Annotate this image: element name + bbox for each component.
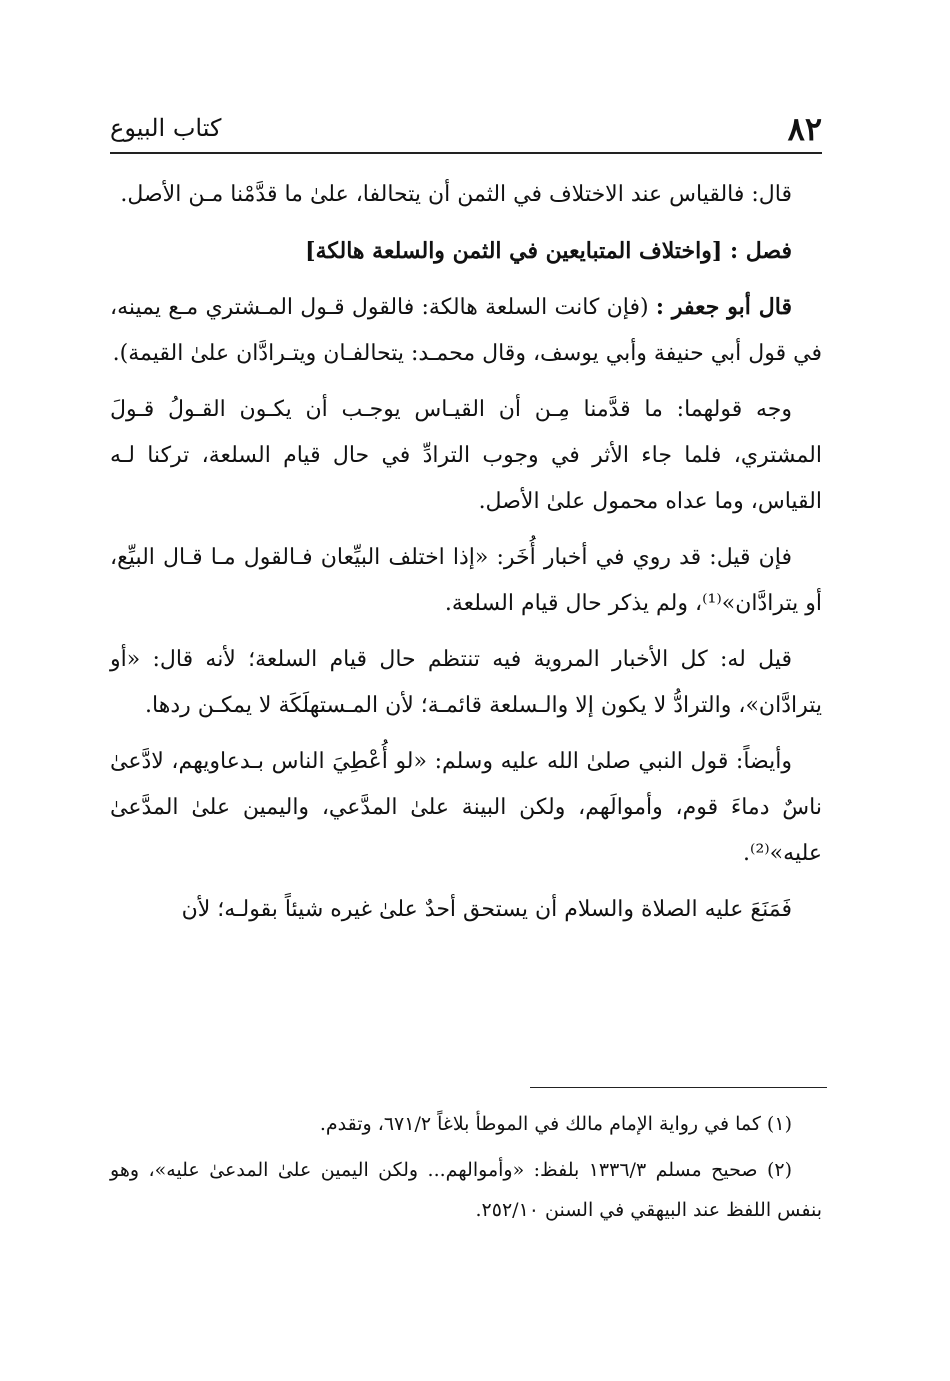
- page-number: ٨٢: [787, 110, 822, 148]
- main-text: [110, 172, 822, 943]
- paragraph-2: [110, 284, 822, 377]
- running-title: كتاب البيوع: [110, 114, 222, 142]
- paragraph-7: فَمَنَعَ عليه الصلاة والسلام أن يستحق أحدٌ علىٰ غيره شيئاً بقولـه؛ لأن: [181, 897, 792, 922]
- section-heading: فصل : [واختلاف المتبايعين في الثمن والسلعة هالكة]: [305, 238, 792, 264]
- speaker-label: قال أبو جعفر :: [655, 294, 792, 320]
- footnote-1: (١) كما في رواية الإمام مالك في الموطأ بلاغاً ٦٧١/٢، وتقدم.: [319, 1113, 792, 1135]
- paragraph-6: وأيضاً: قول النبي صلىٰ الله عليه وسلم: «لو أُعْطِيَ الناس بـدعاويهم، لادَّعىٰ ناسٌ دماءَ قوم، وأموالَهم، ولكن البينة علىٰ المدَّعي، واليمين علىٰ المدَّعىٰ عليه»⁽²⁾.: [110, 749, 822, 866]
- paragraph-4: فإن قيل: قد روي في أخبار أُخَر: «إذا اختلف البيِّعان فـالقول مـا قـال البيِّع، أو يترادَّان»⁽¹⁾، ولم يذكر حال قيام السلعة.: [110, 545, 822, 616]
- page-header: [110, 108, 822, 154]
- footnote-2: (٢) صحيح مسلم ١٣٣٦/٣ بلفظ: «وأموالهم... ولكن اليمين علىٰ المدعىٰ عليه»، وهو بنفس اللفظ عند البيهقي في السنن ٢٥٢/١٠.: [110, 1159, 822, 1221]
- paragraph-3: وجه قولهما: ما قدَّمنا مِـن أن القيـاس يوجـب أن يكـون القـولُ قـولَ المشتري، فلما جاء الأثر في وجوب الترادِّ في حال قيام السلعة، تركنا لـه القياس، وما عداه محمول علىٰ الأصل.: [110, 397, 822, 514]
- paragraph-5: قيل له: كل الأخبار المروية فيه تنتظم حال قيام السلعة؛ لأنه قال: «أو يترادَّان»، والترادُّ لا يكون إلا والـسلعة قائمـة؛ لأن المـستهلَكَة لا يمكـن ردها.: [110, 647, 822, 718]
- footnotes: [110, 1104, 822, 1236]
- paragraph-1: قال: فالقياس عند الاختلاف في الثمن أن يتحالفا، علىٰ ما قدَّمْنا مـن الأصل.: [120, 182, 792, 207]
- footnote-divider: [530, 1087, 827, 1088]
- paragraph-2-text: (فإن كانت السلعة هالكة: فالقول قـول المـشتري مـع يمينه، في قول أبي حنيفة وأبي يوسف، وقال محمـد: يتحالفـان ويتـرادَّان علىٰ القيمة).: [110, 295, 822, 366]
